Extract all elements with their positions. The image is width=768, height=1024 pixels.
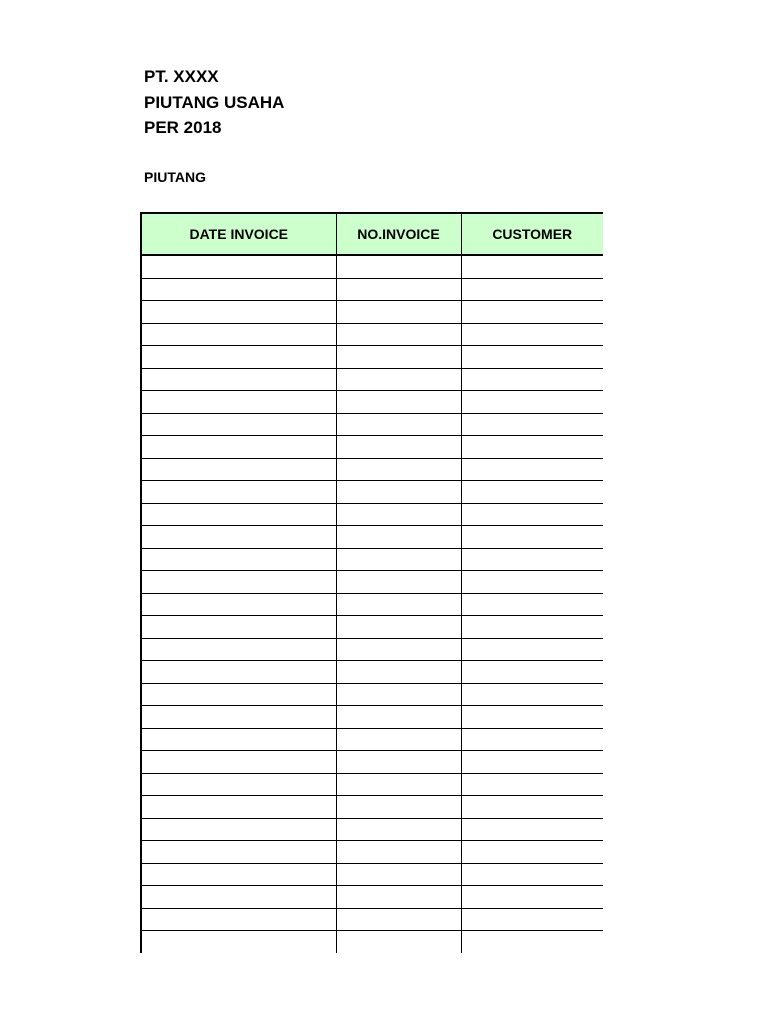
no-invoice-cell <box>336 773 461 796</box>
no-invoice-cell <box>336 368 461 391</box>
date-invoice-cell <box>141 458 336 481</box>
table-row <box>141 301 603 324</box>
table-row <box>141 278 603 301</box>
report-title: PIUTANG USAHA <box>144 92 285 112</box>
customer-cell <box>461 593 603 616</box>
table-row <box>141 638 603 661</box>
no-invoice-cell <box>336 751 461 774</box>
table-row <box>141 413 603 436</box>
table-row <box>141 661 603 684</box>
date-invoice-cell <box>141 661 336 684</box>
customer-cell <box>461 571 603 594</box>
table-row <box>141 503 603 526</box>
table-row <box>141 481 603 504</box>
no-invoice-cell <box>336 683 461 706</box>
table-row <box>141 346 603 369</box>
customer-cell <box>461 931 603 954</box>
no-invoice-cell <box>336 593 461 616</box>
column-header-customer: CUSTOMER <box>461 213 603 255</box>
customer-cell <box>461 683 603 706</box>
table-row <box>141 863 603 886</box>
table-row <box>141 526 603 549</box>
customer-cell <box>461 436 603 459</box>
customer-cell <box>461 818 603 841</box>
customer-cell <box>461 278 603 301</box>
date-invoice-cell <box>141 796 336 819</box>
date-invoice-cell <box>141 683 336 706</box>
customer-cell <box>461 886 603 909</box>
no-invoice-cell <box>336 255 461 278</box>
table-row <box>141 458 603 481</box>
no-invoice-cell <box>336 323 461 346</box>
date-invoice-cell <box>141 436 336 459</box>
customer-cell <box>461 548 603 571</box>
date-invoice-cell <box>141 751 336 774</box>
date-invoice-cell <box>141 841 336 864</box>
date-invoice-cell <box>141 368 336 391</box>
date-invoice-cell <box>141 413 336 436</box>
table-header-row <box>141 213 603 255</box>
table-row <box>141 796 603 819</box>
column-header-date-invoice: DATE INVOICE <box>141 213 336 255</box>
date-invoice-cell <box>141 323 336 346</box>
table-row <box>141 391 603 414</box>
date-invoice-cell <box>141 255 336 278</box>
table-body <box>141 255 603 953</box>
date-invoice-cell <box>141 638 336 661</box>
customer-cell <box>461 323 603 346</box>
customer-cell <box>461 301 603 324</box>
customer-cell <box>461 413 603 436</box>
customer-cell <box>461 863 603 886</box>
date-invoice-cell <box>141 346 336 369</box>
no-invoice-cell <box>336 908 461 931</box>
table-row <box>141 706 603 729</box>
no-invoice-cell <box>336 391 461 414</box>
table-row <box>141 616 603 639</box>
customer-cell <box>461 255 603 278</box>
date-invoice-cell <box>141 616 336 639</box>
date-invoice-cell <box>141 391 336 414</box>
receivables-table-container <box>140 212 603 953</box>
report-header <box>144 64 284 141</box>
date-invoice-cell <box>141 571 336 594</box>
no-invoice-cell <box>336 346 461 369</box>
table-row <box>141 818 603 841</box>
company-name: PT. XXXX <box>144 67 219 86</box>
customer-cell <box>461 346 603 369</box>
no-invoice-cell <box>336 503 461 526</box>
date-invoice-cell <box>141 908 336 931</box>
table-row <box>141 593 603 616</box>
date-invoice-cell <box>141 278 336 301</box>
table-row <box>141 436 603 459</box>
section-label: PIUTANG <box>144 169 206 185</box>
customer-cell <box>461 481 603 504</box>
date-invoice-cell <box>141 503 336 526</box>
customer-cell <box>461 796 603 819</box>
customer-cell <box>461 458 603 481</box>
no-invoice-cell <box>336 548 461 571</box>
table-row <box>141 323 603 346</box>
customer-cell <box>461 728 603 751</box>
table-row <box>141 548 603 571</box>
table-row <box>141 908 603 931</box>
table-row <box>141 368 603 391</box>
customer-cell <box>461 841 603 864</box>
report-period: PER 2018 <box>144 118 222 137</box>
customer-cell <box>461 661 603 684</box>
no-invoice-cell <box>336 728 461 751</box>
customer-cell <box>461 908 603 931</box>
no-invoice-cell <box>336 818 461 841</box>
date-invoice-cell <box>141 481 336 504</box>
no-invoice-cell <box>336 638 461 661</box>
date-invoice-cell <box>141 931 336 954</box>
customer-cell <box>461 638 603 661</box>
customer-cell <box>461 773 603 796</box>
customer-cell <box>461 368 603 391</box>
table-row <box>141 886 603 909</box>
date-invoice-cell <box>141 526 336 549</box>
date-invoice-cell <box>141 818 336 841</box>
date-invoice-cell <box>141 886 336 909</box>
date-invoice-cell <box>141 863 336 886</box>
customer-cell <box>461 503 603 526</box>
no-invoice-cell <box>336 413 461 436</box>
no-invoice-cell <box>336 863 461 886</box>
table-row <box>141 571 603 594</box>
table-row <box>141 728 603 751</box>
no-invoice-cell <box>336 661 461 684</box>
customer-cell <box>461 616 603 639</box>
no-invoice-cell <box>336 706 461 729</box>
no-invoice-cell <box>336 526 461 549</box>
table-row <box>141 255 603 278</box>
receivables-table <box>140 212 603 953</box>
customer-cell <box>461 706 603 729</box>
date-invoice-cell <box>141 706 336 729</box>
no-invoice-cell <box>336 278 461 301</box>
customer-cell <box>461 751 603 774</box>
date-invoice-cell <box>141 301 336 324</box>
table-row <box>141 773 603 796</box>
table-row <box>141 683 603 706</box>
table-row <box>141 841 603 864</box>
column-header-no-invoice: NO.INVOICE <box>336 213 461 255</box>
date-invoice-cell <box>141 593 336 616</box>
no-invoice-cell <box>336 886 461 909</box>
no-invoice-cell <box>336 931 461 954</box>
no-invoice-cell <box>336 481 461 504</box>
date-invoice-cell <box>141 773 336 796</box>
no-invoice-cell <box>336 796 461 819</box>
no-invoice-cell <box>336 571 461 594</box>
no-invoice-cell <box>336 841 461 864</box>
table-row <box>141 931 603 954</box>
customer-cell <box>461 526 603 549</box>
no-invoice-cell <box>336 436 461 459</box>
table-row <box>141 751 603 774</box>
date-invoice-cell <box>141 548 336 571</box>
date-invoice-cell <box>141 728 336 751</box>
no-invoice-cell <box>336 616 461 639</box>
no-invoice-cell <box>336 458 461 481</box>
customer-cell <box>461 391 603 414</box>
no-invoice-cell <box>336 301 461 324</box>
